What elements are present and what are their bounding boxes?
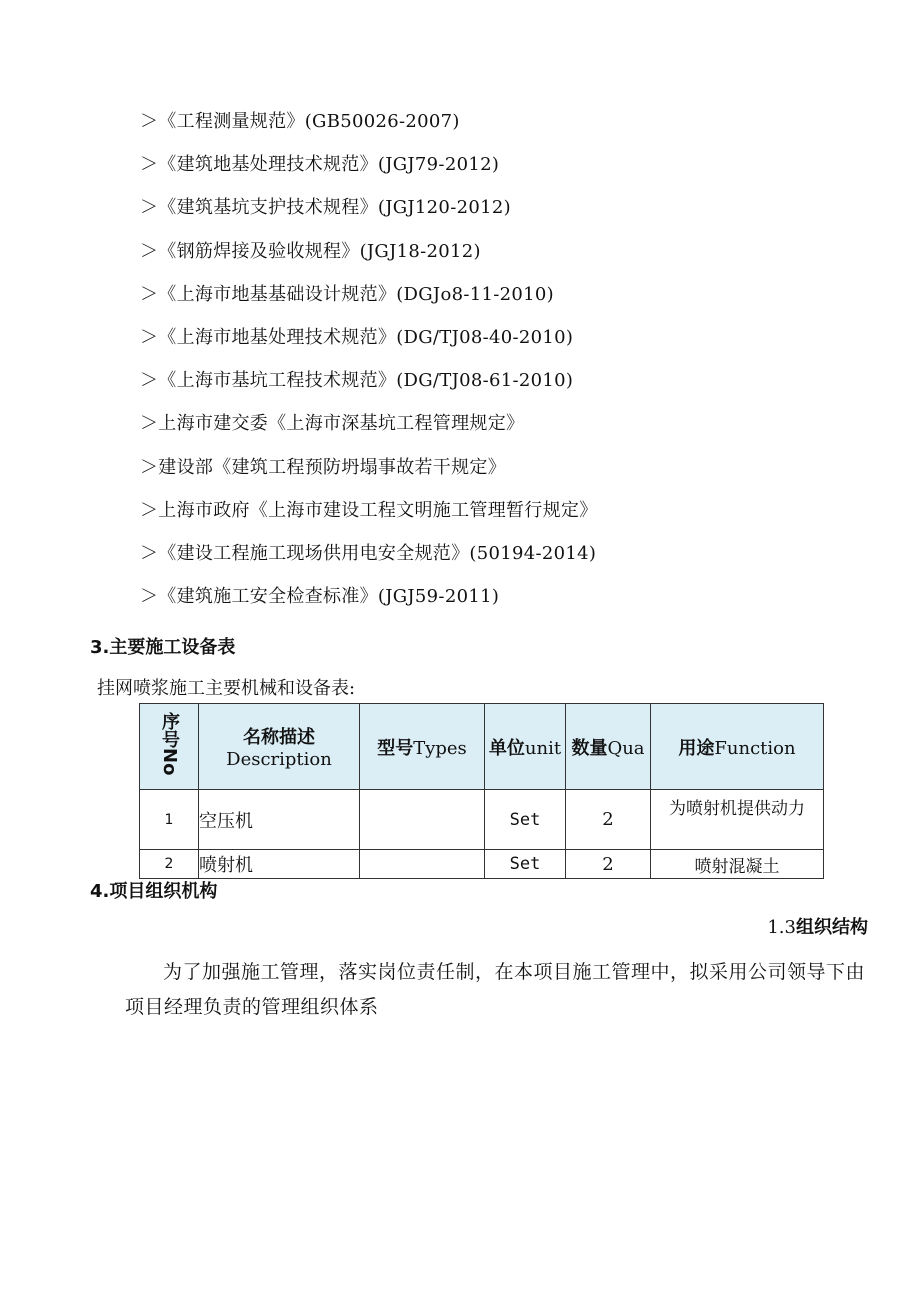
table-caption: 挂网喷浆施工主要机械和设备表: — [97, 678, 356, 699]
cell-no: 1 — [140, 790, 199, 850]
reference-item: ＞建设部《建筑工程预防坍塌事故若干规定》 — [140, 456, 506, 478]
table-row — [140, 850, 824, 879]
cell-no: 2 — [140, 850, 199, 879]
table-header-row — [140, 704, 824, 790]
header-function: 用途Function — [651, 704, 824, 790]
reference-item: ＞《建筑基坑支护技术规程》(JGJ120-2012) — [140, 197, 511, 219]
cell-quantity: 2 — [566, 790, 651, 850]
reference-item: ＞上海市政府《上海市建设工程文明施工管理暂行规定》 — [140, 499, 598, 521]
reference-item: ＞《工程测量规范》(GB50026-2007) — [140, 111, 460, 132]
reference-item: ＞《上海市基坑工程技术规范》(DG/TJ08-61-2010) — [140, 370, 574, 392]
subsection-title: 组织结构 — [796, 917, 868, 938]
cell-type — [360, 850, 485, 879]
cell-function: 喷射混凝土 — [651, 850, 824, 879]
cell-name: 空压机 — [199, 790, 360, 850]
reference-item: ＞《上海市地基处理技术规范》(DG/TJ08-40-2010) — [140, 326, 574, 348]
header-unit: 单位unit — [485, 704, 566, 790]
section-heading-equipment: 3.主要施工设备表 — [90, 637, 236, 658]
cell-unit: Set — [485, 850, 566, 879]
reference-item: ＞《建筑地基处理技术规范》(JGJ79-2012) — [140, 154, 500, 176]
reference-item: ＞《建筑施工安全检查标准》(JGJ59-2011) — [140, 586, 500, 608]
cell-type — [360, 790, 485, 850]
section-heading-organization: 4.项目组织机构 — [90, 881, 218, 902]
cell-quantity: 2 — [566, 850, 651, 879]
header-no: 序号No — [140, 704, 199, 790]
cell-function: 为喷射机提供动力 — [651, 790, 824, 850]
cell-unit: Set — [485, 790, 566, 850]
reference-item: ＞《上海市地基基础设计规范》(DGJo8-11-2010) — [140, 283, 554, 305]
equipment-table — [139, 703, 824, 879]
reference-item: ＞《钢筋焊接及验收规程》(JGJ18-2012) — [140, 240, 481, 262]
subsection-number: 1.3 — [767, 917, 796, 938]
header-types: 型号Types — [360, 704, 485, 790]
reference-item: ＞上海市建交委《上海市深基坑工程管理规定》 — [140, 413, 525, 435]
header-description: 名称描述 Description — [199, 704, 360, 790]
cell-name: 喷射机 — [199, 850, 360, 879]
reference-standards-list — [140, 100, 598, 618]
body-paragraph: 为了加强施工管理，落实岗位责任制，在本项目施工管理中，拟采用公司领导下由项目经理负责的管理组织体系 — [125, 961, 866, 1018]
reference-item: ＞《建设工程施工现场供用电安全规范》(50194-2014) — [140, 542, 597, 564]
subsection-heading-org-structure — [767, 916, 868, 940]
header-quantity: 数量Qua — [566, 704, 651, 790]
table-row — [140, 790, 824, 850]
